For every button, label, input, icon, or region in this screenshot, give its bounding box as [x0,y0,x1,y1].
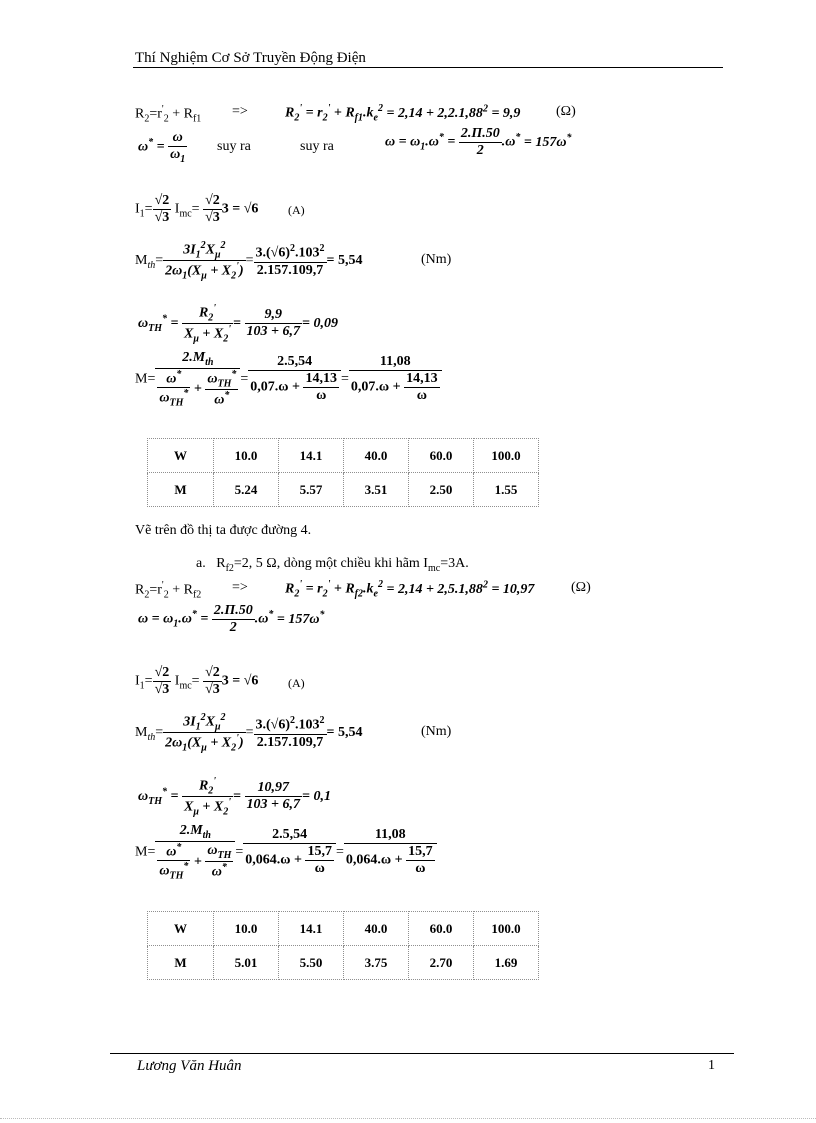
results-table-1 [147,438,539,507]
omega-star-def: ω* = $\frac{\omega}{\omega_1}$ [138,130,186,165]
omega-th-formula-2: $\omega_{TH}^*$ = $\frac{R_2'}{X_\mu + X_2'}$ = $\frac{10,97}{103 + 6,7}$ = 0,1 [138,776,331,818]
ohm-unit: (Ω) [556,104,576,119]
m-cell: 3.51 [344,473,409,507]
table-row-m [148,473,539,507]
footer-rule [110,1053,734,1054]
row-label-w: W [148,912,214,946]
w-cell: 40.0 [344,912,409,946]
m-cell: 1.69 [474,946,539,980]
m-formula: M= $2.M_{th}$ $\frac{\omega^*}{\omega_{TH}^*}$ + $\frac{\omega_{TH}^*}{\omega^*}$ = 2.5,54 0,07.ω + $\frac{14,13}{\omega}$ = 11,08 0,07.ω + $\frac{14,13}{\omega}$ [135,350,442,409]
ohm-unit-2: (Ω) [571,580,591,595]
mth-unit: (Nm) [421,252,452,267]
m-cell: 3.75 [344,946,409,980]
i1-unit: (A) [288,203,305,217]
m-cell: 5.01 [214,946,279,980]
w-cell: 100.0 [474,912,539,946]
item-heading-a: a. $R_{f2}=2$, 5 Ω, dòng một chiều khi hãm $I_{mc}=3A$. [196,556,469,574]
page-number: 1 [708,1058,715,1073]
m-cell: 2.70 [409,946,474,980]
suy-ra-2: suy ra [300,139,334,154]
mth-formula-2: $M_{th}=$ $\frac{3I_1^2X_\mu^2}{2\omega_1(X_\mu + X_2')}$ = $\frac{3.(√6)^2.103^2}{2.157.109,7}$ = 5,54 [135,712,363,754]
footer-author: Lương Văn Huân [137,1058,242,1074]
w-cell: 14.1 [279,439,344,473]
m-cell: 2.50 [409,473,474,507]
mth-unit-2: (Nm) [421,724,452,739]
w-cell: 10.0 [214,439,279,473]
i1-formula-2: $I_1=$ $\frac{√2}{√3}$ $I_{mc}=$ $\frac{√2}{√3}$ 3 = √6 [135,665,259,697]
row-label-m: M [148,473,214,507]
omega-formula: $\omega = \omega_1.\omega^*$ = $\frac{2.\Pi.50}{2}$ .ω* = 157ω* [385,126,572,158]
w-cell: 100.0 [474,439,539,473]
w-cell: 40.0 [344,439,409,473]
m-cell: 5.50 [279,946,344,980]
i1-formula: $I_1=$ $\frac{√2}{√3}$ $I_{mc}=$ $\frac{√2}{√3}$ 3 = √6 [135,193,259,225]
row-label-w: W [148,439,214,473]
table-row-w [148,439,539,473]
w-cell: 10.0 [214,912,279,946]
r2-formula-2: $R_2' = r_2' + R_{f2}.k_e^2 = 2,14 + 2,5.1,88^2 = 10,97$ [285,579,535,600]
table-row-w [148,912,539,946]
table-row-m [148,946,539,980]
page-edge-divider [0,1118,816,1119]
implies-arrow-2: => [232,580,248,595]
w-cell: 60.0 [409,912,474,946]
omega-formula-2: $\omega = \omega_1.\omega^*$ = $\frac{2.\Pi.50}{2}$ .ω* = 157ω* [138,603,325,635]
m-cell: 5.57 [279,473,344,507]
m-formula-2: M= $2.M_{th}$ $\frac{\omega^*}{\omega_{TH}^*}$ + $\frac{\omega_{TH}}{\omega^*}$ = 2.5,54 0,064.ω + $\frac{15,7}{\omega}$ = 11,08 0,064.ω + $\frac{15,7}{\omega}$ [135,823,437,882]
m-cell: 1.55 [474,473,539,507]
r2-definition: $R_2=r'_2 + R_{f1}$ [135,104,202,125]
suy-ra-1: suy ra [217,139,251,154]
header-rule [133,67,723,68]
mth-formula: $M_{th}=$ $\frac{3I_1^2X_\mu^2}{2\omega_1(X_\mu + X_2')}$ = $\frac{3.(√6)^2.103^2}{2.157.109,7}$ = 5,54 [135,240,363,282]
m-cell: 5.24 [214,473,279,507]
r2-definition-2: $R_2=r'_2 + R_{f2}$ [135,580,202,601]
w-cell: 60.0 [409,439,474,473]
i1-unit-2: (A) [288,676,305,690]
page-header-title: Thí Nghiệm Cơ Sở Truyền Động Điện [135,50,366,66]
omega-th-formula: $\omega_{TH}^*$ = $\frac{R_2'}{X_\mu + X_2'}$ = $\frac{9,9}{103 + 6,7}$ = 0,09 [138,303,338,345]
w-cell: 14.1 [279,912,344,946]
results-table-2 [147,911,539,980]
graph-note: Vẽ trên đồ thị ta được đường 4. [135,523,312,538]
row-label-m: M [148,946,214,980]
implies-arrow: => [232,104,248,119]
r2-formula: $R_2' = r_2' + R_{f1}.k_e^2 = 2,14 + 2,2.1,88^2 = 9,9$ [285,103,521,124]
